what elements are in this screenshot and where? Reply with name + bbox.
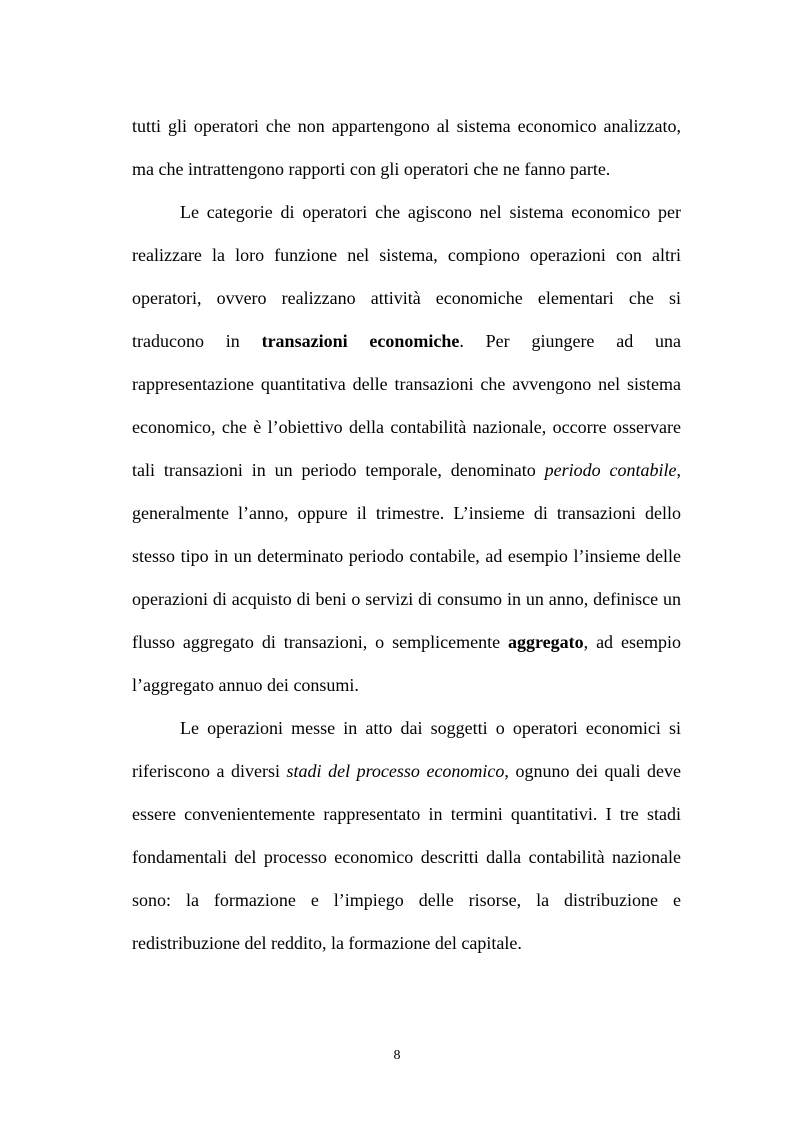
body-text	[132, 105, 681, 965]
text-run: tutti gli operatori che non appartengono al sistema economico analizzato, ma che intrattengono rapporti con gli operatori che ne fanno parte.	[132, 116, 681, 179]
text-run: , ad esempio l’aggregato annuo dei consumi.	[132, 632, 681, 695]
term-stadi-del-processo-economico: stadi del processo economico	[286, 761, 505, 781]
paragraph-continuation	[132, 105, 681, 191]
term-transazioni-economiche: transazioni economiche	[261, 331, 460, 351]
term-periodo-contabile: periodo contabile	[544, 460, 677, 480]
paragraph-transazioni	[132, 191, 681, 707]
text-run: , ognuno dei quali deve essere convenientemente rappresentato in termini quantitativi. I tre stadi fondamentali del processo economico descritti dalla contabilità nazionale sono: la formazione e l’impiego delle risorse, la distribuzione e redistribuzione del reddito, la formazione del capitale.	[132, 761, 681, 953]
text-run: , generalmente l’anno, oppure il trimestre. L’insieme di transazioni dello stesso tipo in un determinato periodo contabile, ad esempio l’insieme delle operazioni di acquisto di beni o servizi di consumo in un anno, definisce un flusso aggregato di transazioni, o semplicemente	[132, 460, 681, 652]
text-run: . Per giungere ad una rappresentazione quantitativa delle transazioni che avvengono nel sistema economico, che è l’obiettivo della contabilità nazionale, occorre osservare tali transazioni in un periodo temporale, denominato	[132, 331, 681, 480]
text-run: Le categorie di operatori che agiscono nel sistema economico per realizzare la loro funzione nel sistema, compiono operazioni con altri operatori, ovvero realizzano attività economiche elementari che si traducono in	[132, 202, 681, 351]
term-aggregato: aggregato	[507, 632, 584, 652]
text-run: Le operazioni messe in atto dai soggetti o operatori economici si riferiscono a diversi	[132, 718, 681, 781]
paragraph-stadi	[132, 707, 681, 965]
page-number: 8	[393, 1048, 401, 1063]
